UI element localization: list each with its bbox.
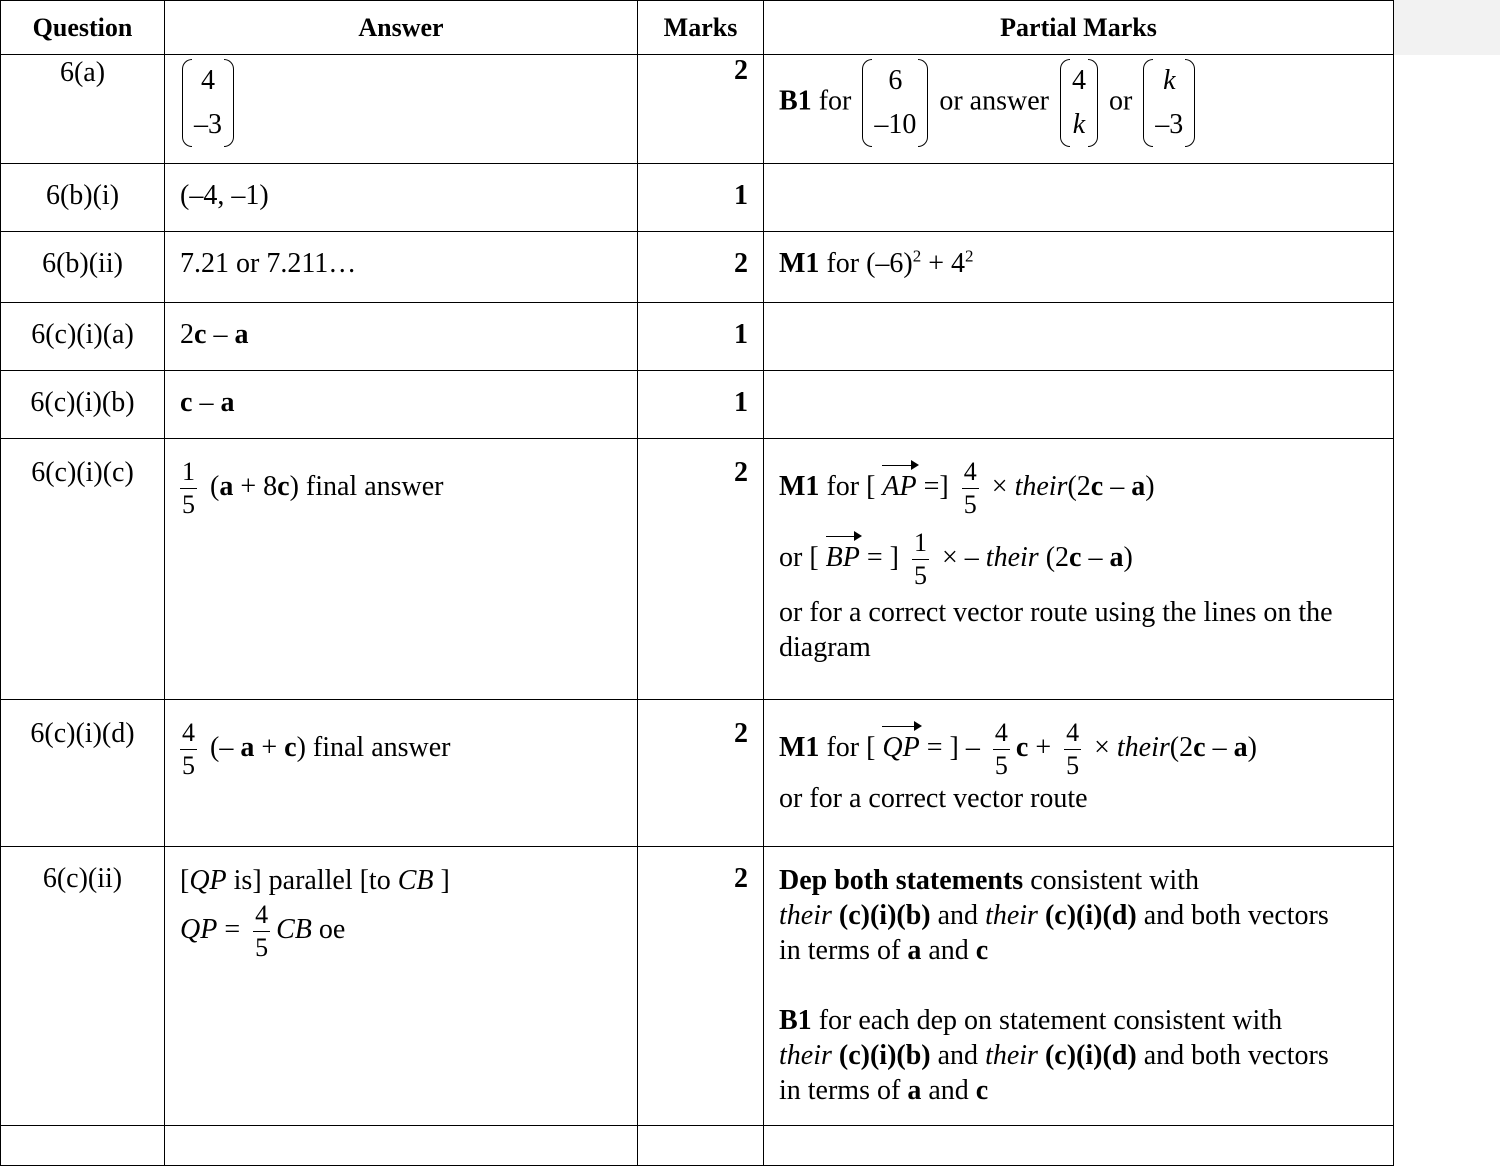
- part-ref: (c)(i)(b): [831, 1040, 931, 1071]
- marks-cell: [638, 371, 764, 439]
- vector-bottom: –3: [194, 109, 222, 140]
- text: and both vectors: [1136, 1040, 1329, 1071]
- mark-code: M1: [779, 470, 820, 502]
- answer-cell: [165, 371, 638, 439]
- vector-a: a: [1233, 731, 1248, 763]
- text: or answer: [932, 85, 1056, 117]
- text: –: [206, 319, 235, 350]
- table-row: [1, 1126, 1394, 1166]
- text: ×: [984, 470, 1015, 502]
- text: –: [192, 387, 221, 418]
- numerator: 1: [912, 530, 929, 560]
- text: ) final answer: [289, 470, 444, 502]
- vector-c: c: [975, 935, 989, 966]
- mark-code: M1: [779, 248, 820, 279]
- table-row: [1, 700, 1394, 847]
- text: =]: [916, 470, 956, 502]
- marks-cell: [638, 700, 764, 847]
- vector-top: k: [1163, 65, 1176, 96]
- text: in terms of: [779, 1075, 908, 1106]
- vector-c: c: [284, 731, 297, 763]
- answer-cell: [165, 847, 638, 1126]
- partial-line: [779, 863, 1385, 898]
- marks-value: 2: [734, 457, 748, 488]
- table-row: [1, 232, 1394, 303]
- text: –: [1081, 541, 1110, 573]
- marks-value: 2: [734, 248, 748, 279]
- vector-top: 4: [201, 65, 215, 96]
- marks-cell: 2: [638, 55, 764, 164]
- denominator: 5: [963, 490, 977, 519]
- answer-line: [180, 902, 637, 961]
- exponent: 2: [912, 246, 922, 266]
- denominator: 5: [182, 490, 195, 519]
- text: for (–6): [819, 248, 913, 279]
- text: × –: [935, 541, 986, 573]
- text: = ]: [859, 541, 906, 573]
- vector-a: a: [234, 319, 249, 350]
- partial-line: [779, 530, 1385, 589]
- question-cell: [1, 164, 165, 232]
- text: ]: [433, 865, 450, 896]
- vector-c: c: [1193, 731, 1206, 763]
- denominator: 5: [1066, 751, 1080, 780]
- table-row: [1, 164, 1394, 232]
- vector-c: c: [975, 1075, 989, 1106]
- question-label: 6(b)(ii): [42, 248, 123, 279]
- text: +: [254, 731, 285, 763]
- partial-line: [779, 933, 1385, 968]
- vector-a: a: [219, 470, 234, 502]
- fraction: [912, 530, 929, 589]
- vector-a: a: [1131, 470, 1146, 502]
- header-answer: Answer: [165, 1, 638, 55]
- text: (–: [203, 731, 241, 763]
- vector-top: 6: [888, 65, 903, 96]
- question-label: 6(c)(i)(c): [31, 457, 134, 488]
- marks-value: 1: [734, 319, 748, 350]
- answer-text: 7.21 or 7.211…: [180, 248, 357, 279]
- vector-c: c: [194, 319, 207, 350]
- text: or [: [779, 541, 826, 573]
- question-cell: [1, 303, 165, 371]
- marks-cell: [638, 847, 764, 1126]
- marks-cell: [638, 439, 764, 700]
- marks-cell: [638, 1126, 764, 1166]
- partial-cell: [764, 303, 1394, 371]
- marks-value: 1: [734, 387, 748, 418]
- partial-line: or for a correct vector route using the lines on the diagram: [779, 597, 1333, 663]
- text: and: [930, 1040, 986, 1071]
- their-text: their: [985, 900, 1038, 931]
- text: for: [811, 85, 859, 117]
- marks-value: 2: [734, 863, 748, 894]
- question-cell: [1, 371, 165, 439]
- text: for each dep on statement consistent with: [811, 1005, 1283, 1036]
- part-ref: (c)(i)(d): [1037, 900, 1137, 931]
- text: ): [1145, 470, 1155, 502]
- answer-cell: [165, 55, 638, 164]
- answer-text: (–4, –1): [180, 180, 269, 211]
- their-text: their: [985, 541, 1039, 573]
- table-row: [1, 55, 1394, 164]
- segment-label: CB: [397, 865, 434, 896]
- their-text: their: [779, 900, 832, 931]
- vector-c: c: [180, 387, 193, 418]
- partial-cell: [764, 164, 1394, 232]
- partial-line: [779, 459, 1385, 518]
- part-ref: (c)(i)(d): [1037, 1040, 1137, 1071]
- text: (: [203, 470, 220, 502]
- question-label: 6(b)(i): [45, 180, 120, 211]
- numerator: 4: [1064, 720, 1081, 750]
- mark-code: B1: [779, 1005, 812, 1036]
- text: ): [1123, 541, 1133, 573]
- part-ref: (c)(i)(b): [831, 900, 931, 931]
- answer-line: [180, 863, 637, 898]
- denominator: 5: [994, 751, 1008, 780]
- table-row: [1, 439, 1394, 700]
- vector-arrow: BP: [826, 536, 860, 575]
- text: and: [921, 1075, 976, 1106]
- partial-line: [779, 1003, 1385, 1038]
- text: + 8: [233, 470, 278, 502]
- fraction: [180, 459, 197, 518]
- vector-bottom: k: [1072, 109, 1086, 140]
- partial-line: [779, 1073, 1385, 1108]
- background-strip: [1392, 0, 1500, 55]
- partial-cell: [764, 55, 1394, 164]
- text: +: [1028, 731, 1059, 763]
- partial-cell: [764, 1126, 1394, 1166]
- numerator: 4: [962, 459, 979, 489]
- vector-a: a: [1109, 541, 1124, 573]
- marks-cell: [638, 164, 764, 232]
- numerator: 4: [993, 720, 1010, 750]
- text: for [: [819, 731, 883, 763]
- header-row: [1, 1, 1394, 55]
- text: =: [217, 913, 248, 945]
- vector: [1060, 59, 1098, 147]
- text: in terms of: [779, 935, 908, 966]
- answer-cell: [165, 1126, 638, 1166]
- partial-cell: [764, 700, 1394, 847]
- vector-arrow: QP: [882, 726, 919, 765]
- mark-code: M1: [779, 731, 820, 763]
- their-text: their: [985, 1040, 1038, 1071]
- vector-a: a: [907, 935, 922, 966]
- partial-cell: [764, 847, 1394, 1126]
- fraction: [993, 720, 1010, 779]
- answer-cell: [165, 700, 638, 847]
- segment-label: QP: [180, 913, 218, 945]
- fraction: [180, 720, 197, 779]
- text: for [: [819, 470, 883, 502]
- their-text: their: [1116, 731, 1170, 763]
- denominator: 5: [182, 751, 195, 780]
- their-text: their: [1014, 470, 1068, 502]
- vector-bottom: –10: [874, 109, 917, 140]
- text: (2: [1038, 541, 1070, 573]
- question-cell: [1, 439, 165, 700]
- exponent: 2: [965, 246, 974, 266]
- answer-vector: [182, 59, 234, 147]
- vector-c: c: [1069, 541, 1082, 573]
- vector-a: a: [220, 387, 235, 418]
- denominator: 5: [255, 933, 269, 962]
- text: –: [1205, 731, 1234, 763]
- text: and: [921, 935, 976, 966]
- numerator: 4: [180, 720, 197, 750]
- question-cell: [1, 700, 165, 847]
- partial-line: or for a correct vector route: [779, 783, 1088, 814]
- text: ): [1247, 731, 1257, 763]
- text: is] parallel [to: [226, 865, 398, 896]
- header-partial-marks: Partial Marks: [764, 1, 1394, 55]
- question-label: 6(c)(ii): [42, 863, 123, 894]
- table-row: [1, 303, 1394, 371]
- partial-cell: [764, 371, 1394, 439]
- marks-cell: [638, 232, 764, 303]
- fraction: [962, 459, 979, 518]
- question-label: 6(c)(i)(a): [31, 319, 134, 350]
- marks-cell: [638, 303, 764, 371]
- vector-a: a: [907, 1075, 922, 1106]
- vector-c: c: [1015, 731, 1029, 763]
- text: or: [1101, 85, 1140, 117]
- text: ×: [1087, 731, 1117, 763]
- answer-cell: [165, 303, 638, 371]
- text: oe: [311, 913, 346, 945]
- header-question: Question: [1, 1, 165, 55]
- text: and both vectors: [1136, 900, 1329, 931]
- text: consistent with: [1023, 865, 1199, 896]
- vector: [862, 59, 928, 147]
- partial-cell: [764, 439, 1394, 700]
- text: ) final answer: [296, 731, 451, 763]
- partial-line: [779, 1038, 1385, 1073]
- question-cell: [1, 1126, 165, 1166]
- question-cell: [1, 232, 165, 303]
- partial-cell: [764, 232, 1394, 303]
- header-marks: Marks: [638, 1, 764, 55]
- vector-c: c: [277, 470, 290, 502]
- vector-top: 4: [1071, 65, 1086, 96]
- question-label: 6(c)(i)(b): [30, 387, 135, 418]
- marks-value: 1: [734, 180, 748, 211]
- partial-line: [779, 898, 1385, 933]
- table-row: [1, 371, 1394, 439]
- fraction: [253, 902, 270, 961]
- text: = ] –: [919, 731, 987, 763]
- text: –: [1103, 470, 1132, 502]
- bold-text: Dep both statements: [779, 865, 1024, 896]
- text: and: [930, 900, 986, 931]
- denominator: 5: [914, 561, 927, 590]
- vector-arrow: AP: [882, 465, 916, 504]
- vector-c: c: [1090, 470, 1104, 502]
- question-cell: 6(a): [1, 55, 165, 164]
- mark-code: B1: [779, 85, 812, 117]
- vector-bottom: –3: [1155, 109, 1184, 140]
- text: + 4: [921, 248, 966, 279]
- text: (2: [1169, 731, 1194, 763]
- numerator: 1: [180, 459, 197, 489]
- vector: [1143, 59, 1195, 147]
- text: 2: [180, 319, 194, 350]
- segment-label: QP: [189, 865, 227, 896]
- answer-cell: [165, 164, 638, 232]
- numerator: 4: [253, 902, 270, 932]
- answer-cell: [165, 439, 638, 700]
- marks-value: 2: [734, 718, 748, 749]
- partial-line: [779, 720, 1385, 779]
- table-row: [1, 847, 1394, 1126]
- fraction: [1064, 720, 1081, 779]
- question-label: 6(c)(i)(d): [30, 718, 135, 749]
- text: (2: [1067, 470, 1091, 502]
- segment-label: CB: [276, 913, 312, 945]
- their-text: their: [779, 1040, 832, 1071]
- answer-cell: [165, 232, 638, 303]
- vector-a: a: [240, 731, 255, 763]
- question-cell: [1, 847, 165, 1126]
- text: [: [180, 865, 190, 896]
